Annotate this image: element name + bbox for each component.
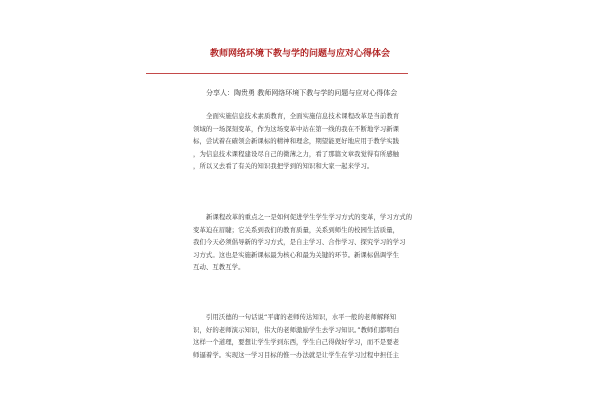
paragraph-line: 这样一个道理，要想让学生学到东西，学生自己得做好学习，而不是要老 xyxy=(193,338,400,347)
title-divider xyxy=(146,73,408,74)
paragraph-line: 全面实施信息技术素质教育，全面实施信息技术课程改革是当前教育 xyxy=(206,112,400,120)
paragraph-line: ，所以又去看了有关的知识我把学到的知识和大家一起来学习。 xyxy=(193,162,374,171)
paragraph-line: 新课程改革的重点之一是如何促进学生学生学习方式的变革，学习方式的 xyxy=(206,213,413,221)
paragraph-line: 引用沃德的一句话说“平庸的老师传达知识，水平一般的老师解释知 xyxy=(206,313,397,321)
paragraph-line: 标，尝试着在確领会新课标的精神和理念，期望能更好地应用于教学实践 xyxy=(193,137,400,146)
paragraph-line: 师逼着学。实现这一学习目标的惟一办法就是让学生在学习过程中担任主 xyxy=(193,350,400,359)
author-line: 分享人：陶贵勇 教师网络环境下教与学的问题与应对心得体会 xyxy=(206,89,398,97)
paragraph-line: ，为信息技术课程建设尽自己的微薄之力，看了那篇文章我觉得有所感触 xyxy=(193,149,400,158)
paragraph-line: 变革迫在眉睫；它关系到我们的教育质量，关系到师生的校园生活质量， xyxy=(193,225,400,234)
paragraph-line: 领域的一场深刻变革，作为这场变革中站在第一线的我在不断地学习新课 xyxy=(193,124,400,133)
paragraph-line: 识，好的老师演示知识，伟大的老师激励学生去学习知识。”教师们都明白 xyxy=(193,325,400,334)
paragraph-line: 互动、互教互学。 xyxy=(193,263,245,272)
paragraph-2 xyxy=(193,211,413,274)
paragraph-line: 我们今天必须倡导新的学习方式，是自主学习、合作学习、探究学习的学习 xyxy=(193,238,406,247)
paragraph-3 xyxy=(193,311,413,361)
document-title: 教师网络环境下教与学的问题与应对心得体会 xyxy=(209,49,390,59)
paragraph-1 xyxy=(193,110,413,173)
paragraph-line: 习方式。这也是实施新课标最为核心和最为关键的环节。新课标倡调学生 xyxy=(193,250,400,259)
